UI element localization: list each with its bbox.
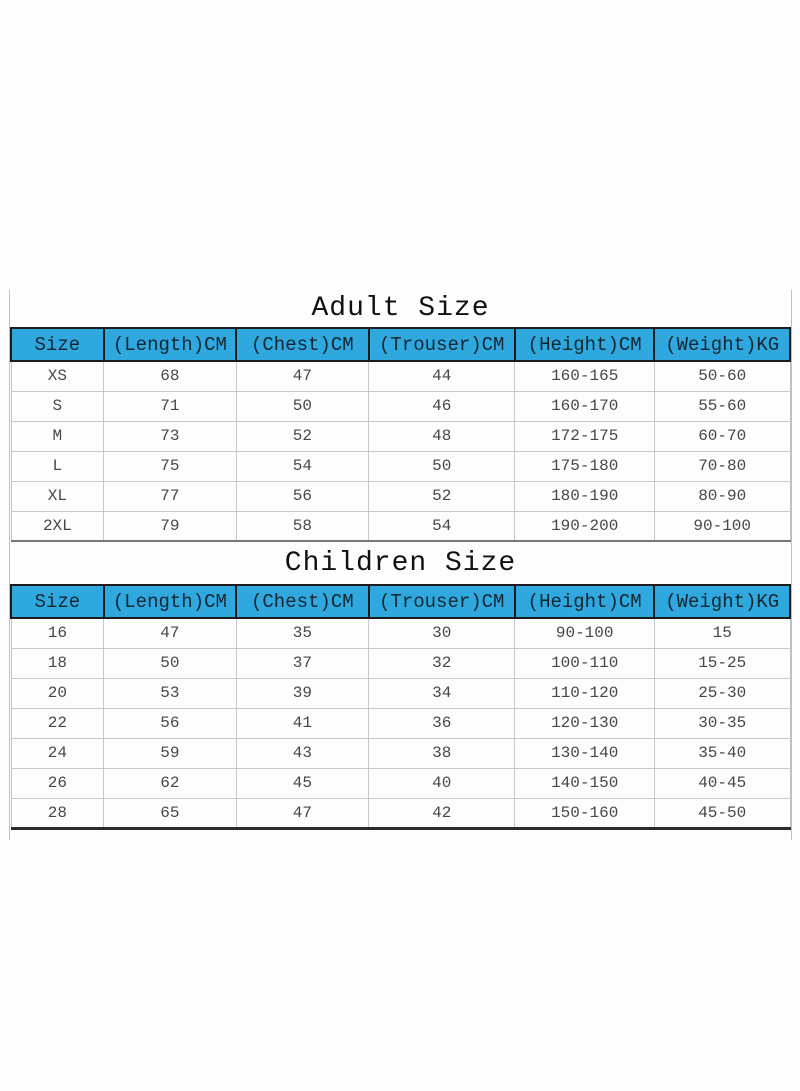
table-cell: 50 xyxy=(104,648,236,678)
table-row xyxy=(11,421,790,451)
table-cell: 54 xyxy=(369,511,515,541)
table-cell: 36 xyxy=(369,708,515,738)
table-cell: XL xyxy=(11,481,104,511)
table-cell: 24 xyxy=(11,738,104,768)
size-chart-sheet xyxy=(9,290,792,840)
children-size-table xyxy=(10,584,791,830)
table-cell: 130-140 xyxy=(515,738,654,768)
children-header-row xyxy=(11,585,790,618)
table-cell: 75 xyxy=(104,451,236,481)
table-row xyxy=(11,451,790,481)
table-row xyxy=(11,618,790,648)
table-cell: 43 xyxy=(236,738,368,768)
table-row xyxy=(11,391,790,421)
table-cell: 15-25 xyxy=(654,648,790,678)
table-cell: 40-45 xyxy=(654,768,790,798)
column-header: (Chest)CM xyxy=(236,585,368,618)
table-row xyxy=(11,361,790,391)
table-cell: 39 xyxy=(236,678,368,708)
table-row xyxy=(11,648,790,678)
table-cell: 56 xyxy=(104,708,236,738)
column-header: (Weight)KG xyxy=(654,585,790,618)
table-cell: 60-70 xyxy=(654,421,790,451)
column-header: (Height)CM xyxy=(515,328,654,361)
table-row xyxy=(11,798,790,828)
table-cell: 46 xyxy=(369,391,515,421)
table-cell: 15 xyxy=(654,618,790,648)
table-cell: 70-80 xyxy=(654,451,790,481)
adult-size-section xyxy=(10,290,791,542)
table-cell: 42 xyxy=(369,798,515,828)
column-header: (Length)CM xyxy=(104,328,236,361)
table-cell: 79 xyxy=(104,511,236,541)
adult-size-table xyxy=(10,327,791,542)
table-cell: 47 xyxy=(236,361,368,391)
table-cell: 25-30 xyxy=(654,678,790,708)
column-header: (Trouser)CM xyxy=(369,585,515,618)
table-cell: 26 xyxy=(11,768,104,798)
table-cell: 45-50 xyxy=(654,798,790,828)
adult-size-title: Adult Size xyxy=(311,293,490,324)
table-cell: 140-150 xyxy=(515,768,654,798)
table-row xyxy=(11,708,790,738)
table-cell: 73 xyxy=(104,421,236,451)
table-cell: 172-175 xyxy=(515,421,654,451)
table-row xyxy=(11,481,790,511)
table-cell: 59 xyxy=(104,738,236,768)
column-header: (Length)CM xyxy=(104,585,236,618)
table-cell: 32 xyxy=(369,648,515,678)
table-cell: 52 xyxy=(369,481,515,511)
table-cell: S xyxy=(11,391,104,421)
table-cell: 90-100 xyxy=(654,511,790,541)
table-cell: 110-120 xyxy=(515,678,654,708)
column-header: (Height)CM xyxy=(515,585,654,618)
table-cell: 34 xyxy=(369,678,515,708)
table-cell: 28 xyxy=(11,798,104,828)
table-cell: 22 xyxy=(11,708,104,738)
table-cell: 160-165 xyxy=(515,361,654,391)
table-cell: 100-110 xyxy=(515,648,654,678)
table-cell: 80-90 xyxy=(654,481,790,511)
table-cell: 30 xyxy=(369,618,515,648)
table-cell: 58 xyxy=(236,511,368,541)
table-cell: 90-100 xyxy=(515,618,654,648)
table-row xyxy=(11,678,790,708)
column-header: (Chest)CM xyxy=(236,328,368,361)
children-table-body xyxy=(11,618,790,828)
table-cell: 190-200 xyxy=(515,511,654,541)
table-cell: 54 xyxy=(236,451,368,481)
table-row xyxy=(11,738,790,768)
table-cell: 68 xyxy=(104,361,236,391)
table-cell: L xyxy=(11,451,104,481)
table-cell: 48 xyxy=(369,421,515,451)
table-cell: 30-35 xyxy=(654,708,790,738)
table-cell: 55-60 xyxy=(654,391,790,421)
table-cell: 47 xyxy=(104,618,236,648)
column-header: Size xyxy=(11,328,104,361)
table-cell: 150-160 xyxy=(515,798,654,828)
table-cell: 180-190 xyxy=(515,481,654,511)
table-cell: 50-60 xyxy=(654,361,790,391)
column-header: (Weight)KG xyxy=(654,328,790,361)
column-header: Size xyxy=(11,585,104,618)
table-cell: 44 xyxy=(369,361,515,391)
table-cell: 160-170 xyxy=(515,391,654,421)
table-cell: 37 xyxy=(236,648,368,678)
table-cell: 40 xyxy=(369,768,515,798)
table-cell: 52 xyxy=(236,421,368,451)
table-cell: 65 xyxy=(104,798,236,828)
table-cell: 53 xyxy=(104,678,236,708)
table-cell: 62 xyxy=(104,768,236,798)
table-cell: 56 xyxy=(236,481,368,511)
table-cell: 50 xyxy=(236,391,368,421)
table-cell: 71 xyxy=(104,391,236,421)
adult-header-row xyxy=(11,328,790,361)
table-row xyxy=(11,511,790,541)
children-size-title: Children Size xyxy=(284,548,517,579)
table-cell: 175-180 xyxy=(515,451,654,481)
adult-table-body xyxy=(11,361,790,541)
table-cell: XS xyxy=(11,361,104,391)
table-cell: M xyxy=(11,421,104,451)
table-cell: 2XL xyxy=(11,511,104,541)
table-cell: 50 xyxy=(369,451,515,481)
table-cell: 120-130 xyxy=(515,708,654,738)
children-size-section xyxy=(10,544,791,830)
table-cell: 41 xyxy=(236,708,368,738)
table-cell: 20 xyxy=(11,678,104,708)
table-cell: 38 xyxy=(369,738,515,768)
table-cell: 77 xyxy=(104,481,236,511)
column-header: (Trouser)CM xyxy=(369,328,515,361)
table-cell: 35 xyxy=(236,618,368,648)
table-cell: 35-40 xyxy=(654,738,790,768)
table-row xyxy=(11,768,790,798)
table-cell: 45 xyxy=(236,768,368,798)
table-cell: 18 xyxy=(11,648,104,678)
table-cell: 47 xyxy=(236,798,368,828)
table-cell: 16 xyxy=(11,618,104,648)
